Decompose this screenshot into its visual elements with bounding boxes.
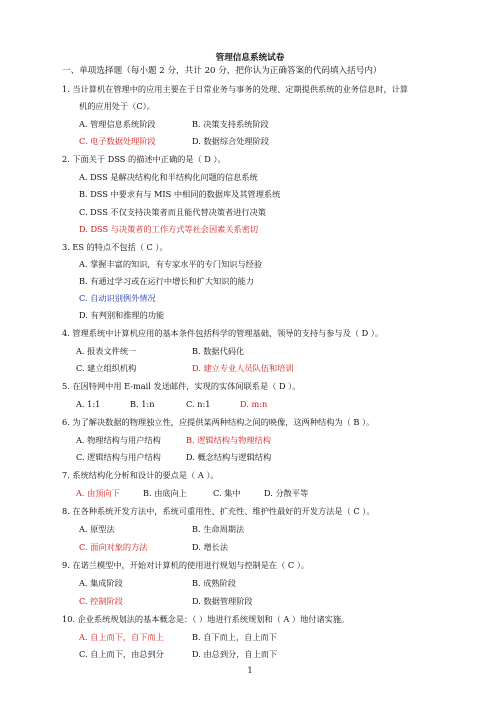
question-7-option-a: A. 由顶向下 xyxy=(76,488,120,498)
question-6-option-b: B. 逻辑结构与物理结构 xyxy=(186,435,271,445)
question-8-option-c: C. 面向对象的方法 xyxy=(79,542,148,552)
question-2-stem: 2. 下面关于 DSS 的描述中正确的是（ D ）。 xyxy=(62,154,226,164)
question-3-option-d: D. 有判别和推理的功能 xyxy=(79,310,165,320)
question-9-option-c: C. 控制阶段 xyxy=(79,596,123,606)
question-4-option-c: C. 建立组织机构 xyxy=(76,363,137,373)
question-5-stem: 5. 在因特网中用 E-mail 发送邮件，实现的实体间联系是（ D ）。 xyxy=(62,381,301,391)
question-4-option-d: D. 建立专业人员队伍和培训 xyxy=(192,363,294,373)
question-10-option-d: D. 由总到分，自上而下 xyxy=(192,649,278,659)
question-6-option-c: C. 逻辑结构与用户结构 xyxy=(76,452,161,462)
question-1-stem: 1. 当计算机在管理中的应用主要在于日常业务与事务的处理、定期提供系统的业务信息时，计算 xyxy=(62,84,409,94)
question-10-option-b: B. 自下而上，自上而下 xyxy=(192,632,277,642)
question-1-stem-continued: 机的应用处于（C）。 xyxy=(79,101,155,111)
question-7-option-b: B. 由底向上 xyxy=(143,488,187,498)
section-heading: 一、单项选择题（每小题 2 分，共计 20 分，把你认为正确答案的代码填入括号内） xyxy=(62,66,382,76)
question-9-stem: 9. 在诺兰模型中，开始对计算机的使用进行规划与控制是在（ C ）。 xyxy=(62,560,310,570)
question-5-option-c: C. n:1 xyxy=(186,399,211,409)
question-6-option-d: D. 概念结构与逻辑结构 xyxy=(186,452,272,462)
question-10-option-c: C. 自上而下，由总到分 xyxy=(79,649,164,659)
question-9-option-b: B. 成熟阶段 xyxy=(192,578,236,588)
question-8-option-d: D. 增长法 xyxy=(192,542,229,552)
page-number: 1 xyxy=(247,666,253,675)
question-10-stem: 10. 企业系统规划法的基本概念是：（ ）地进行系统规划和（ A ）地付诸实施。 xyxy=(62,614,350,624)
question-7-stem: 7. 系统结构化分析和设计的要点是（ A ）。 xyxy=(62,470,219,480)
question-1-option-a: A. 管理信息系统阶段 xyxy=(79,119,156,129)
question-1-option-b: B. 决策支持系统阶段 xyxy=(192,119,269,129)
question-5-option-b: B. 1:n xyxy=(130,399,155,409)
question-7-option-c: C. 集中 xyxy=(213,488,241,498)
question-3-option-a: A. 掌握丰富的知识，有专家水平的专门知识与经验 xyxy=(79,259,263,269)
question-4-option-a: A. 报表文件统一 xyxy=(76,346,137,356)
question-2-option-d: D. DSS 与决策者的工作方式等社会因素关系密切 xyxy=(79,224,259,234)
question-8-option-b: B. 生命周期法 xyxy=(192,524,245,534)
question-3-option-b: B. 有通过学习或在运行中增长和扩大知识的能力 xyxy=(79,276,254,286)
question-5-option-d: D. m:n xyxy=(240,399,268,409)
page-title: 管理信息系统试卷 xyxy=(215,53,285,63)
question-2-option-c: C. DSS 不仅支持决策者而且能代替决策者进行决策 xyxy=(79,207,266,217)
question-8-option-a: A. 原型法 xyxy=(79,524,115,534)
question-2-option-a: A. DSS 是解决结构化和半结构化问题的信息系统 xyxy=(79,172,258,182)
question-9-option-d: D. 数据管理阶段 xyxy=(192,596,253,606)
question-1-option-c: C. 电子数据处理阶段 xyxy=(79,136,156,146)
question-6-option-a: A. 物理结构与用户结构 xyxy=(76,435,161,445)
question-7-option-d: D. 分散平等 xyxy=(264,488,309,498)
question-2-option-b: B. DSS 中要求有与 MIS 中相同的数据库及其管理系统 xyxy=(79,189,281,199)
question-3-stem: 3. ES 的特点不包括（ C ）。 xyxy=(62,242,168,252)
question-1-option-d: D. 数据综合处理阶段 xyxy=(192,136,269,146)
question-5-option-a: A. 1:1 xyxy=(76,399,101,409)
question-10-option-a: A. 自上而下，自下而上 xyxy=(79,632,164,642)
question-6-stem: 6. 为了解决数据的物理独立性，应提供某两种结构之间的映像，这两种结构为（ B ）。 xyxy=(62,417,375,427)
question-3-option-c: C. 自动识别例外情况 xyxy=(79,293,156,303)
question-4-option-b: B. 数据代码化 xyxy=(192,346,245,356)
question-8-stem: 8. 在各种系统开发方法中，系统可重用性、扩充性、维护性最好的开发方法是（ C ）。 xyxy=(62,506,375,516)
question-4-stem: 4. 管理系统中计算机应用的基本条件包括科学的管理基础、领导的支持与参与及（ D ）。 xyxy=(62,328,384,338)
question-9-option-a: A. 集成阶段 xyxy=(79,578,123,588)
